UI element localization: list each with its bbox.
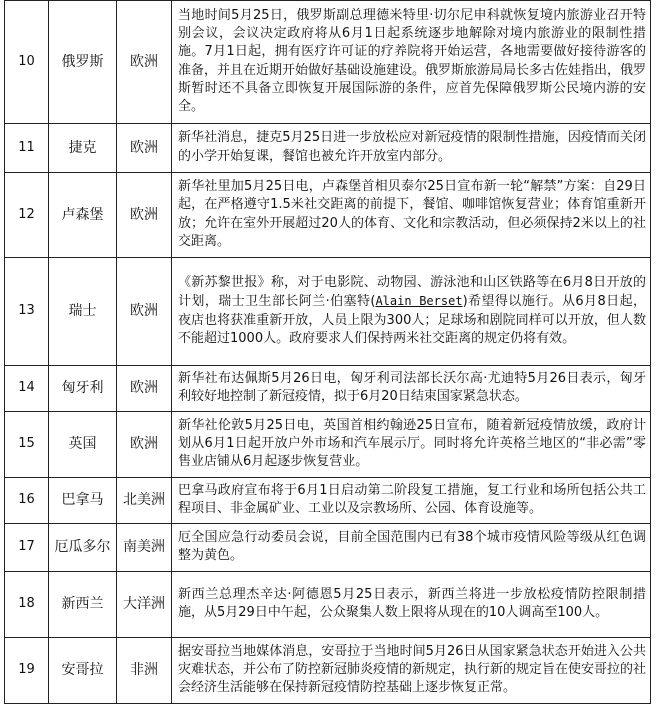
continent-name: 欧洲	[117, 124, 172, 173]
continent-name: 北美洲	[117, 478, 172, 524]
country-name: 英国	[49, 412, 117, 478]
continent-name: 欧洲	[117, 1, 172, 124]
continent-name: 欧洲	[117, 258, 172, 366]
description-text: 《新苏黎世报》称，对于电影院、动物园、游泳池和山区铁路等在6月8日开放的计划，瑞士卫生部长阿兰·伯塞特(	[178, 275, 646, 310]
country-name: 厄瓜多尔	[49, 524, 117, 572]
table-row	[5, 173, 651, 258]
row-number: 14	[5, 366, 49, 412]
measure-description: 新华社里加5月25日电，卢森堡首相贝泰尔25日宣布新一轮“解禁”方案：自29日起，在严格遵守1.5米社交距离的前提下，餐馆、咖啡馆恢复营业；体育馆重新开放；允许在室外开展超过20人的体育、文化和宗教活动，但必须保持2米以上的社交距离。	[172, 173, 651, 258]
country-name: 瑞士	[49, 258, 117, 366]
row-number: 10	[5, 1, 49, 124]
description-text: )希望得以施行。从6月8日起，夜店也将获准重新开放，人员上限为300人；足球场和剧院同样可以开放，但人数不能超过1000人。政府要求人们保持两米社交距离的规定仍将有效。	[178, 294, 646, 346]
row-number: 18	[5, 572, 49, 638]
table-row	[5, 124, 651, 173]
measure-description: 新华社布达佩斯5月26日电，匈牙利司法部长沃尔高·尤迪特5月26日表示，匈牙利较好地控制了新冠疫情，拟于6月20日结束国家紧急状态。	[172, 366, 651, 412]
policy-table-page	[4, 0, 650, 704]
row-number: 17	[5, 524, 49, 572]
table-row	[5, 412, 651, 478]
table-row	[5, 524, 651, 572]
table-row	[5, 1, 651, 124]
measure-description	[172, 258, 651, 366]
row-number: 15	[5, 412, 49, 478]
country-name: 捷克	[49, 124, 117, 173]
measure-description: 厄全国应急行动委员会说，目前全国范围内已有38个城市疫情风险等级从红色调整为黄色。	[172, 524, 651, 572]
table-row	[5, 638, 651, 704]
row-number: 12	[5, 173, 49, 258]
table-row	[5, 478, 651, 524]
continent-name: 南美洲	[117, 524, 172, 572]
table-row	[5, 258, 651, 366]
country-name: 匈牙利	[49, 366, 117, 412]
country-name: 安哥拉	[49, 638, 117, 704]
continent-name: 欧洲	[117, 173, 172, 258]
measure-description: 新华社伦敦5月25日电，英国首相约翰逊25日宣布，随着新冠疫情放缓，政府计划从6月1日起开放户外市场和汽车展示厅。同时将允许英格兰地区的“非必需”零售业店铺从6月起逐步恢复营业。	[172, 412, 651, 478]
minister-latin-name: Alain Berset	[375, 294, 463, 309]
country-name: 俄罗斯	[49, 1, 117, 124]
continent-name: 大洋洲	[117, 572, 172, 638]
policy-table	[4, 0, 651, 704]
measure-description: 新西兰总理杰辛达·阿德恩5月25日表示，新西兰将进一步放松疫情防控限制措施，从5月29日中午起，公众聚集人数上限将从现在的10人调高至100人。	[172, 572, 651, 638]
row-number: 19	[5, 638, 49, 704]
measure-description: 据安哥拉当地媒体消息，安哥拉于当地时间5月26日从国家紧急状态开始进入公共灾难状态，并公布了防控新冠肺炎疫情的新规定，执行新的规定旨在使安哥拉的社会经济生活能够在保持新冠疫情防控基础上逐步恢复正常。	[172, 638, 651, 704]
continent-name: 非洲	[117, 638, 172, 704]
country-name: 卢森堡	[49, 173, 117, 258]
row-number: 13	[5, 258, 49, 366]
row-number: 16	[5, 478, 49, 524]
continent-name: 欧洲	[117, 412, 172, 478]
table-row	[5, 572, 651, 638]
measure-description: 当地时间5月25日，俄罗斯副总理德米特里·切尔尼申科就恢复境内旅游业召开特别会议，会议决定政府将从6月1日起系统逐步地解除对境内旅游业的限制性措施。7月1日起，拥有医疗许可证的疗养院将开始运营，各地需要做好接待游客的准备，并且在近期开始做好基础设施建设。俄罗斯旅游局局长多古佐娃指出，俄罗斯暂时还不具备立即恢复开展国际游的条件，应首先保障俄罗斯公民境内游的安全。	[172, 1, 651, 124]
country-name: 新西兰	[49, 572, 117, 638]
country-name: 巴拿马	[49, 478, 117, 524]
continent-name: 欧洲	[117, 366, 172, 412]
measure-description: 新华社消息，捷克5月25日进一步放松应对新冠疫情的限制性措施，因疫情而关闭的小学开始复课，餐馆也被允许开放室内部分。	[172, 124, 651, 173]
measure-description: 巴拿马政府宣布将于6月1日启动第二阶段复工措施，复工行业和场所包括公共工程项目、非金属矿业、工业以及宗教场所、公园、体育设施等。	[172, 478, 651, 524]
row-number: 11	[5, 124, 49, 173]
table-row	[5, 366, 651, 412]
